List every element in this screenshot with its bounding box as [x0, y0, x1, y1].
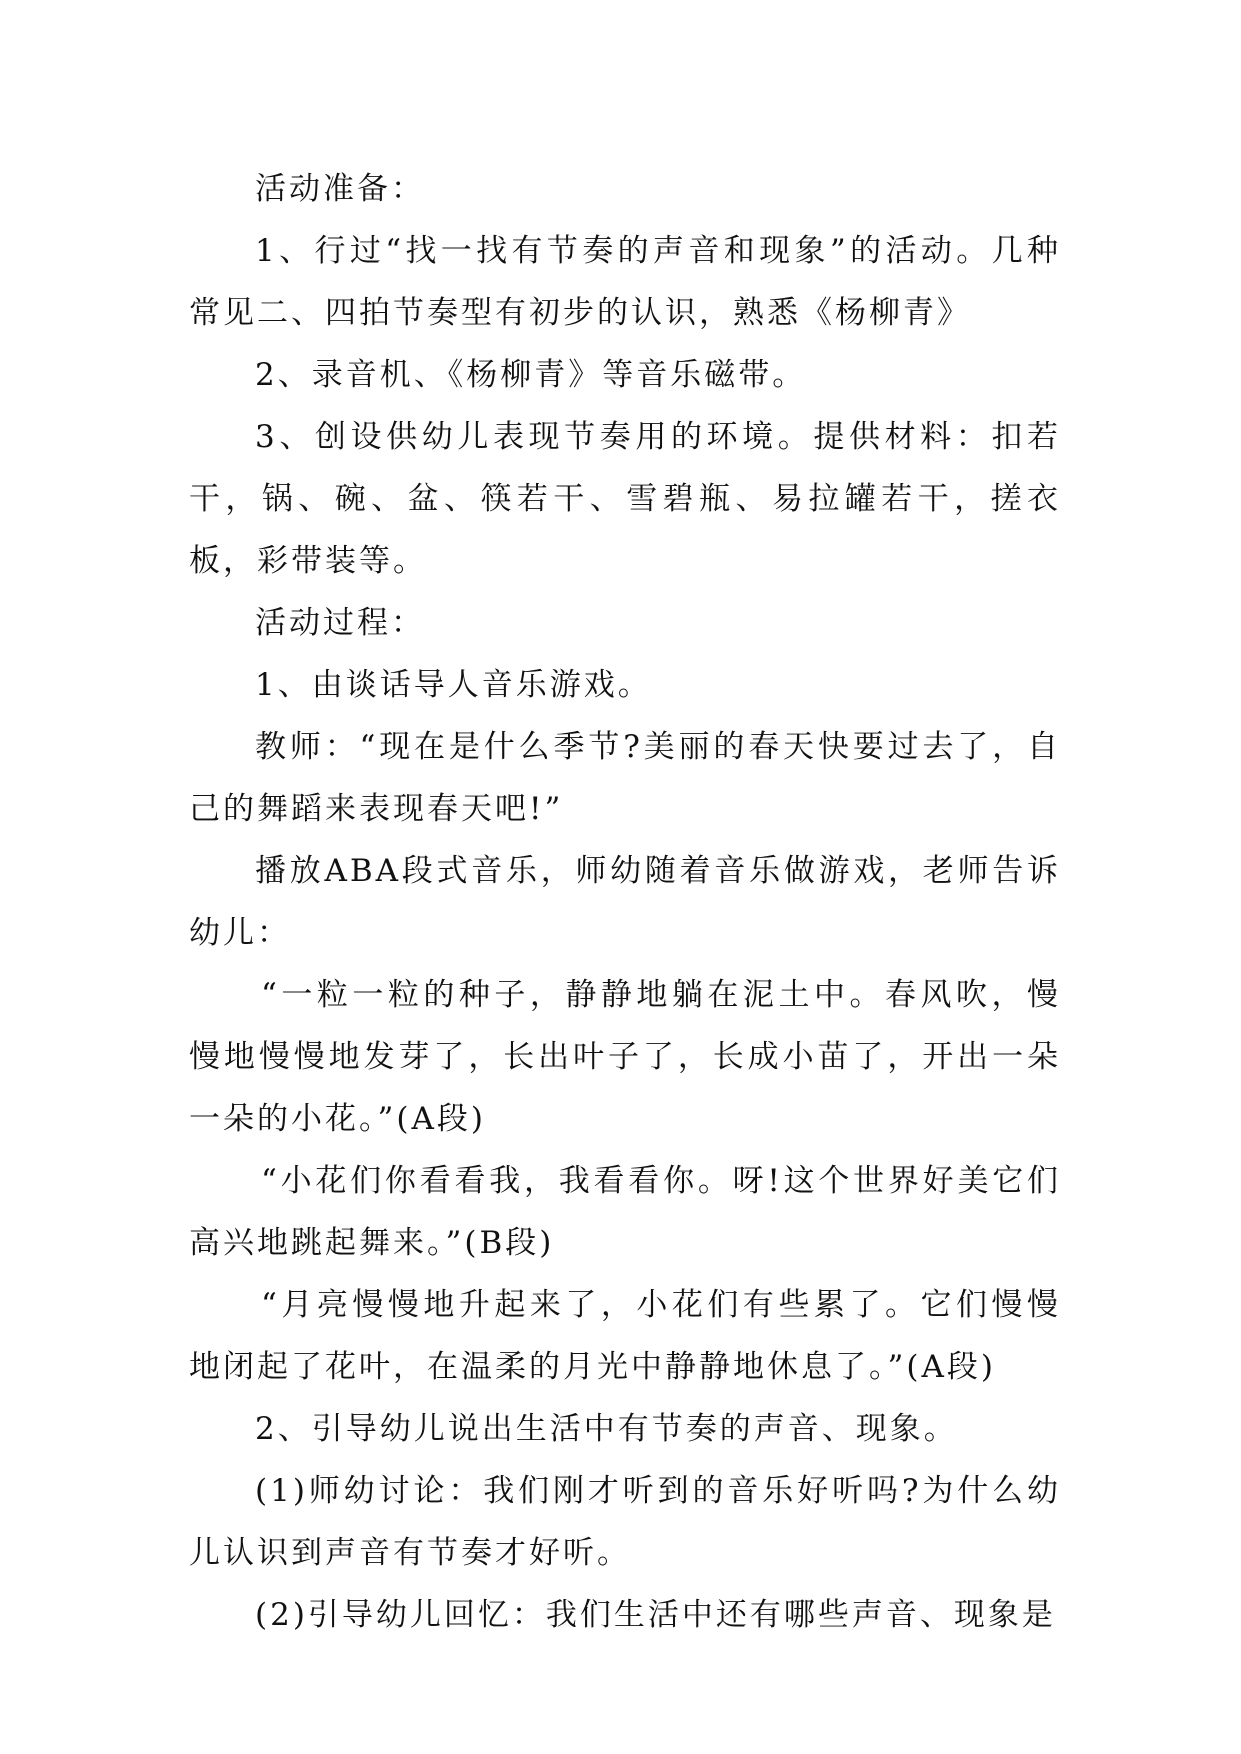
document-body	[189, 158, 1061, 1646]
paragraph-process-1: 1、由谈话导人音乐游戏。	[255, 667, 652, 703]
paragraph-teacher-speech: 教师：“现在是什么季节?美丽的春天快要过去了，自己的舞蹈来表现春天吧!”	[189, 729, 1061, 827]
paragraph-prep-1: 1、行过“找一找有节奏的声音和现象”的活动。几种常见二、四拍节奏型有初步的认识，熟悉《杨柳青》	[189, 233, 1061, 331]
paragraph-discussion-1: (1)师幼讨论：我们刚才听到的音乐好听吗?为什么幼儿认识到声音有节奏才好听。	[189, 1473, 1061, 1571]
paragraph-prep-2: 2、录音机、《杨柳青》等音乐磁带。	[255, 357, 807, 393]
paragraph-prep-3: 3、创设供幼儿表现节奏用的环境。提供材料：扣若干，锅、碗、盆、筷若干、雪碧瓶、易拉罐若干，搓衣板，彩带装等。	[189, 419, 1061, 579]
paragraph-process-2: 2、引导幼儿说出生活中有节奏的声音、现象。	[255, 1411, 958, 1447]
paragraph-quote-b: “小花们你看看我，我看看你。呀!这个世界好美它们高兴地跳起舞来。”(B段)	[189, 1163, 1061, 1261]
paragraph-discussion-2: (2)引导幼儿回忆：我们生活中还有哪些声音、现象是	[255, 1597, 1056, 1633]
paragraph-quote-a1: “一粒一粒的种子，静静地躺在泥土中。春风吹，慢慢地慢慢地发芽了，长出叶子了，长成小苗了，开出一朵一朵的小花。”(A段)	[189, 977, 1061, 1137]
heading-preparation: 活动准备：	[255, 171, 425, 207]
paragraph-quote-a2: “月亮慢慢地升起来了，小花们有些累了。它们慢慢地闭起了花叶，在温柔的月光中静静地休息了。”(A段)	[189, 1287, 1061, 1385]
heading-process: 活动过程：	[255, 605, 425, 641]
paragraph-play-music: 播放ABA段式音乐，师幼随着音乐做游戏，老师告诉幼儿：	[189, 853, 1061, 951]
